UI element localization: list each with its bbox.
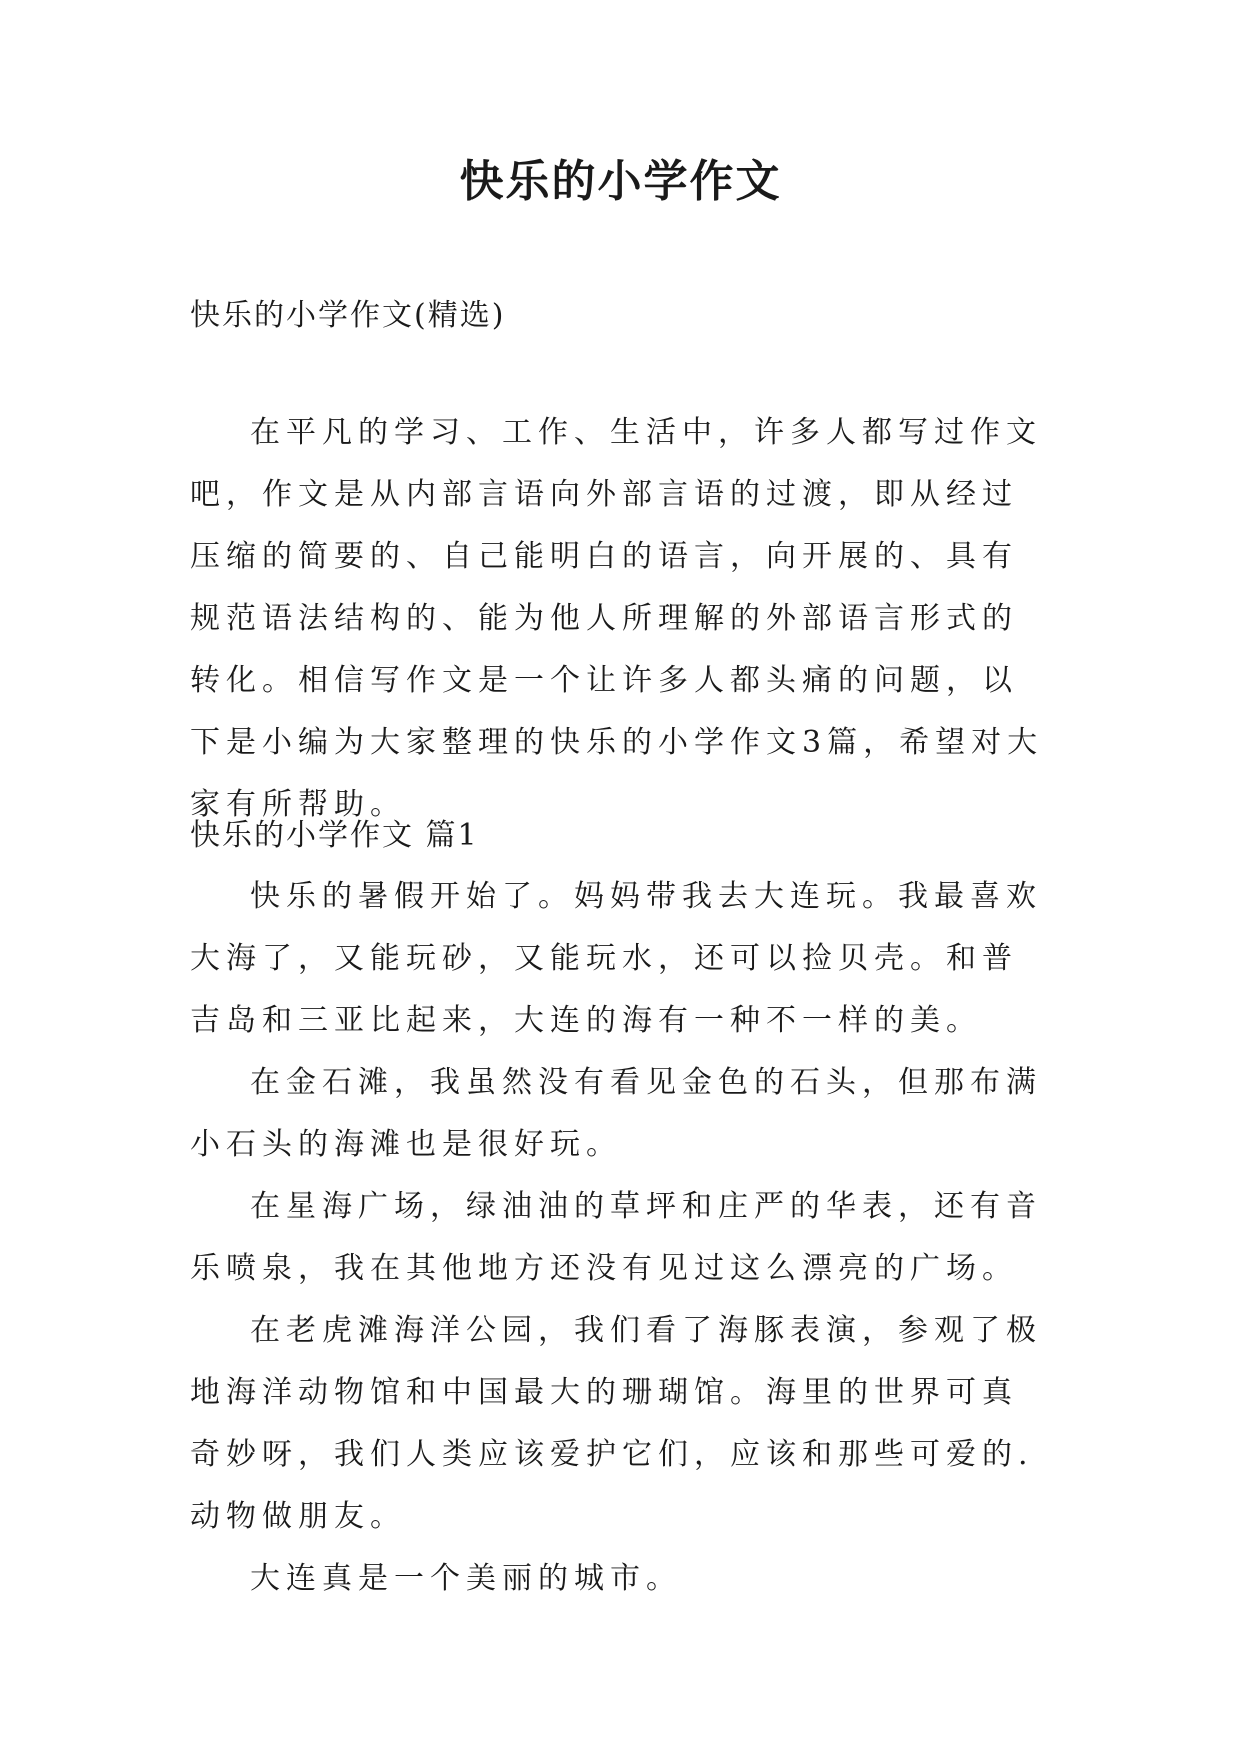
document-title: 快乐的小学作文 [459, 156, 782, 207]
document-subtitle: 快乐的小学作文(精选) [190, 298, 506, 333]
body-paragraph: 快乐的暑假开始了。妈妈带我去大连玩。我最喜欢大海了，又能玩砂，又能玩水，还可以捡贝壳。和普吉岛和三亚比起来，大连的海有一种不一样的美。 [190, 879, 1042, 1038]
body-paragraph: 在老虎滩海洋公园，我们看了海豚表演，参观了极地海洋动物馆和中国最大的珊瑚馆。海里的世界可真奇妙呀，我们人类应该爱护它们，应该和那些可爱的.动物做朋友。 [190, 1313, 1042, 1534]
body-paragraph: 在星海广场，绿油油的草坪和庄严的华表，还有音乐喷泉，我在其他地方还没有见过这么漂亮的广场。 [190, 1189, 1042, 1286]
section-body [190, 866, 1050, 1610]
body-paragraph: 大连真是一个美丽的城市。 [250, 1561, 682, 1596]
intro-paragraph: 在平凡的学习、工作、生活中，许多人都写过作文吧，作文是从内部言语向外部言语的过渡，即从经过压缩的简要的、自己能明白的语言，向开展的、具有规范语法结构的、能为他人所理解的外部语言形式的转化。相信写作文是一个让许多人都头痛的问题，以下是小编为大家整理的快乐的小学作文3篇，希望对大家有所帮助。 [190, 415, 1044, 822]
section-heading: 快乐的小学作文 篇1 [190, 818, 479, 853]
body-paragraph: 在金石滩，我虽然没有看见金色的石头，但那布满小石头的海滩也是很好玩。 [190, 1065, 1042, 1162]
